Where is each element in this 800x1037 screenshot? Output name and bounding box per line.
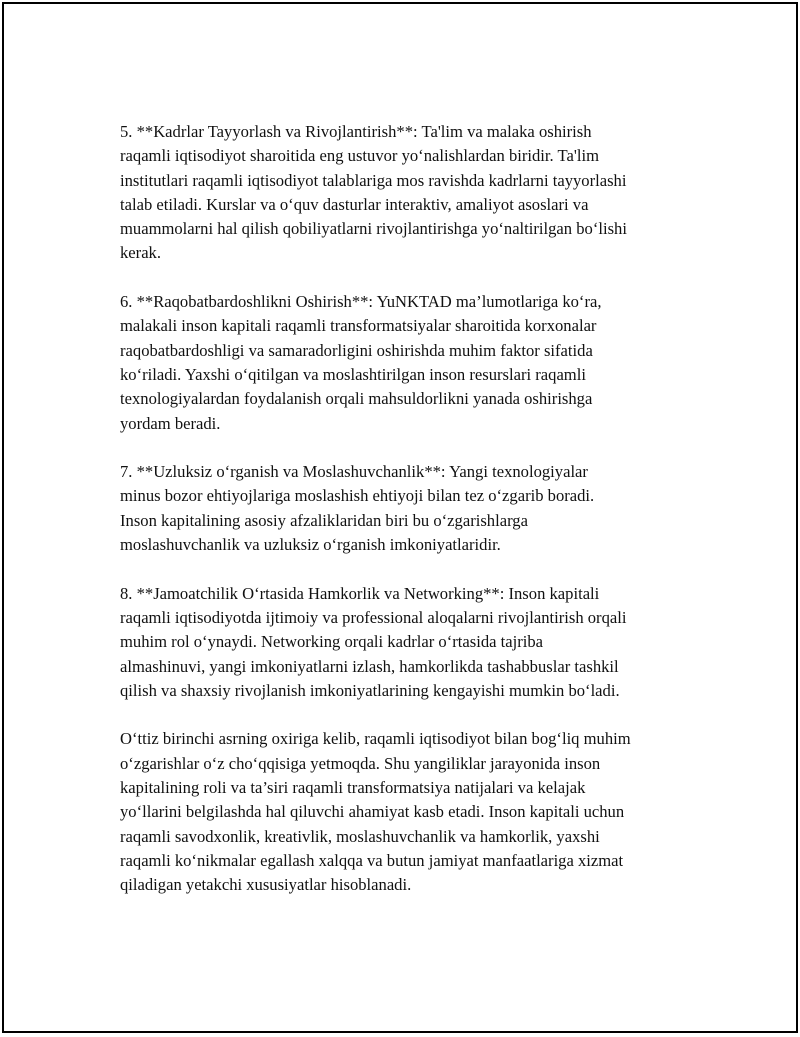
text-line: koʻriladi. Yaxshi oʻqitilgan va moslashtirilgan inson resurslari raqamli bbox=[120, 364, 586, 384]
text-line: raqamli koʻnikmalar egallash xalqqa va butun jamiyat manfaatlariga xizmat bbox=[120, 850, 624, 870]
text-line: 8. **Jamoatchilik Oʻrtasida Hamkorlik va Networking**: Inson kapitali bbox=[120, 583, 600, 603]
text-line: 7. **Uzluksiz oʻrganish va Moslashuvchanlik**: Yangi texnologiyalar bbox=[120, 462, 588, 482]
text-line: kerak. bbox=[120, 243, 161, 263]
text-line: raqobatbardoshligi va samaradorligini oshirishda muhim faktor sifatida bbox=[120, 340, 593, 360]
text-line: talab etiladi. Kurslar va oʻquv dasturlar interaktiv, amaliyot asoslari va bbox=[120, 194, 589, 214]
document-body bbox=[120, 120, 690, 898]
paragraph-raqobatbardoshlik bbox=[120, 290, 690, 436]
paragraph-conclusion bbox=[120, 727, 690, 897]
text-line: qiladigan yetakchi xususiyatlar hisoblanadi. bbox=[120, 875, 412, 895]
text-line: qilish va shaxsiy rivojlanish imkoniyatlarining kengayishi mumkin boʻladi. bbox=[120, 680, 620, 700]
text-line: raqamli iqtisodiyot sharoitida eng ustuvor yoʻnalishlardan biridir. Ta'lim bbox=[120, 146, 599, 166]
paragraph-jamoatchilik-hamkorlik bbox=[120, 582, 690, 703]
paragraph-uzluksiz-organish bbox=[120, 460, 690, 557]
text-line: Inson kapitalining asosiy afzaliklaridan biri bu oʻzgarishlarga bbox=[120, 510, 528, 530]
text-line: institutlari raqamli iqtisodiyot talablariga mos ravishda kadrlarni tayyorlashi bbox=[120, 170, 627, 190]
text-line: 6. **Raqobatbardoshlikni Oshirish**: YuNKTAD ma’lumotlariga koʻra, bbox=[120, 292, 602, 312]
text-line: almashinuvi, yangi imkoniyatlarni izlash, hamkorlikda tashabbuslar tashkil bbox=[120, 656, 619, 676]
text-line: raqamli iqtisodiyotda ijtimoiy va professional aloqalarni rivojlantirish orqali bbox=[120, 607, 627, 627]
text-line: minus bozor ehtiyojlariga moslashish ehtiyoji bilan tez oʻzgarib boradi. bbox=[120, 486, 595, 506]
text-line: kapitalining roli va ta’siri raqamli transformatsiya natijalari va kelajak bbox=[120, 778, 586, 798]
text-line: 5. **Kadrlar Tayyorlash va Rivojlantirish**: Ta'lim va malaka oshirish bbox=[120, 122, 592, 141]
document-page bbox=[2, 2, 798, 1033]
paragraph-kadrlar-tayyorlash bbox=[120, 120, 690, 266]
text-line: yordam beradi. bbox=[120, 413, 221, 433]
text-line: malakali inson kapitali raqamli transformatsiyalar sharoitida korxonalar bbox=[120, 316, 597, 336]
text-line: yoʻllarini belgilashda hal qiluvchi ahamiyat kasb etadi. Inson kapitali uchun bbox=[120, 802, 625, 822]
text-line: oʻzgarishlar oʻz choʻqqisiga yetmoqda. Shu yangiliklar jarayonida inson bbox=[120, 753, 601, 773]
text-line: raqamli savodxonlik, kreativlik, moslashuvchanlik va hamkorlik, yaxshi bbox=[120, 826, 600, 846]
text-line: texnologiyalardan foydalanish orqali mahsuldorlikni yanada oshirishga bbox=[120, 389, 593, 409]
text-line: Oʻttiz birinchi asrning oxiriga kelib, raqamli iqtisodiyot bilan bogʻliq muhim bbox=[120, 729, 631, 749]
text-line: muhim rol oʻynaydi. Networking orqali kadrlar oʻrtasida tajriba bbox=[120, 632, 544, 652]
text-line: muammolarni hal qilish qobiliyatlarni rivojlantirishga yoʻnaltirilgan boʻlishi bbox=[120, 219, 627, 239]
text-line: moslashuvchanlik va uzluksiz oʻrganish imkoniyatlaridir. bbox=[120, 535, 501, 555]
